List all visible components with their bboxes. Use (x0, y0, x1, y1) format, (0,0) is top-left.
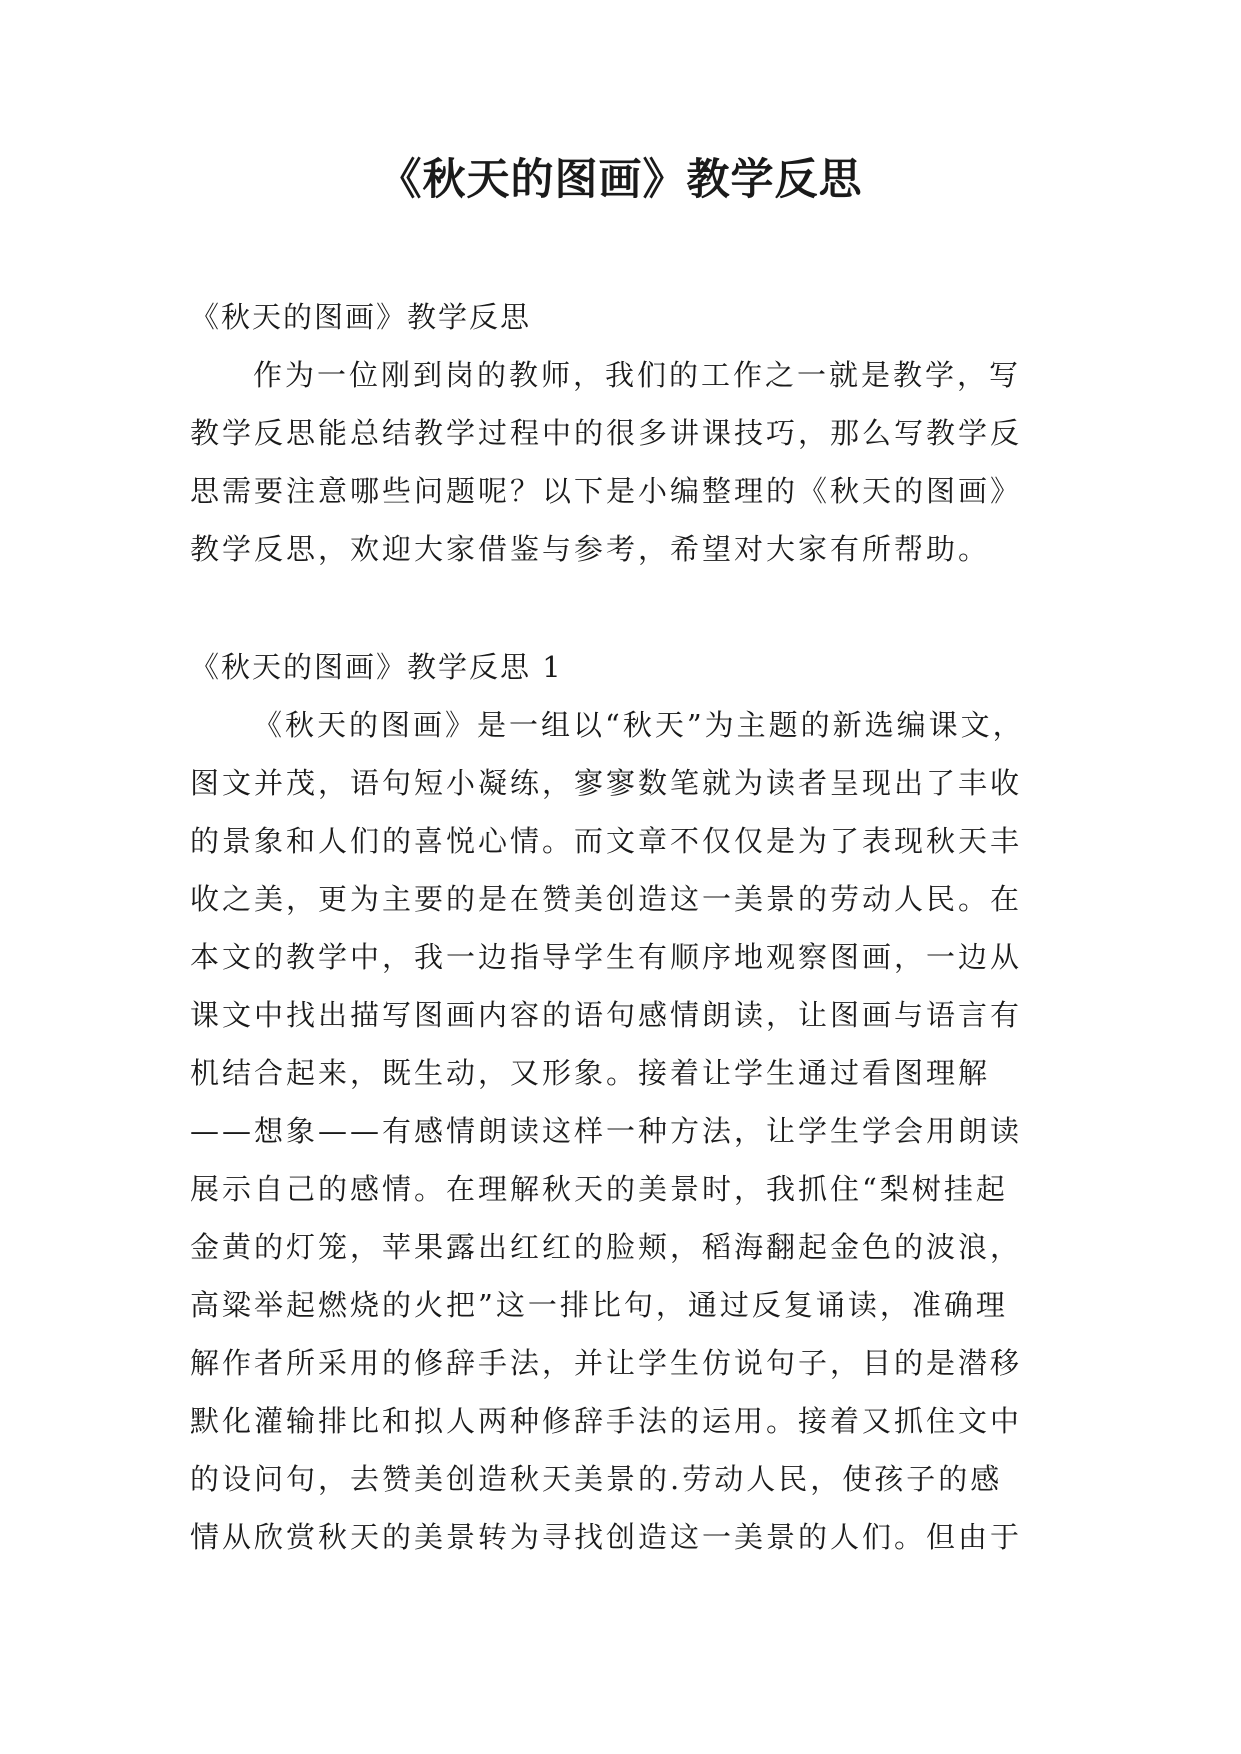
section-1-paragraph-line: 展示自己的感情。在理解秋天的美景时，我抓住“梨树挂起 (190, 1172, 1008, 1206)
section-1-paragraph-line: 的设问句，去赞美创造秋天美景的.劳动人民，使孩子的感 (190, 1462, 1003, 1496)
section-1-paragraph-line: 默化灌输排比和拟人两种修辞手法的运用。接着又抓住文中 (190, 1404, 1023, 1438)
section-1-paragraph-line: 解作者所采用的修辞手法，并让学生仿说句子，目的是潜移 (190, 1346, 1023, 1380)
section-1-heading: 《秋天的图画》教学反思 1 (190, 650, 563, 684)
intro-paragraph-line: 教学反思，欢迎大家借鉴与参考，希望对大家有所帮助。 (190, 532, 991, 566)
intro-paragraph-line: 教学反思能总结教学过程中的很多讲课技巧，那么写教学反 (190, 416, 1023, 450)
section-1-paragraph-line: 的景象和人们的喜悦心情。而文章不仅仅是为了表现秋天丰 (190, 824, 1023, 858)
section-1-paragraph-line: 收之美，更为主要的是在赞美创造这一美景的劳动人民。在 (190, 882, 1023, 916)
section-1-paragraph-line: 图文并茂，语句短小凝练，寥寥数笔就为读者呈现出了丰收 (190, 766, 1023, 800)
intro-paragraph-line: 作为一位刚到岗的教师，我们的工作之一就是教学，写 (253, 358, 1022, 392)
intro-section (190, 288, 1060, 578)
section-1-paragraph-line: 课文中找出描写图画内容的语句感情朗读，让图画与语言有 (190, 998, 1023, 1032)
section-1-paragraph-line: 机结合起来，既生动，又形象。接着让学生通过看图理解 (190, 1056, 991, 1090)
section-1-paragraph-line: 情从欣赏秋天的美景转为寻找创造这一美景的人们。但由于 (190, 1520, 1023, 1554)
section-1 (190, 638, 1060, 1566)
section-1-paragraph-line: ——想象——有感情朗读这样一种方法，让学生学会用朗读 (190, 1114, 1023, 1148)
section-1-paragraph-line: 本文的教学中，我一边指导学生有顺序地观察图画，一边从 (190, 940, 1023, 974)
intro-paragraph-line: 思需要注意哪些问题呢？以下是小编整理的《秋天的图画》 (190, 474, 1023, 508)
section-1-paragraph-line: 金黄的灯笼，苹果露出红红的脸颊，稻海翻起金色的波浪， (190, 1230, 1023, 1264)
section-1-paragraph-line: 高粱举起燃烧的火把”这一排比句，通过反复诵读，准确理 (190, 1288, 1008, 1322)
document-title: 《秋天的图画》教学反思 (378, 155, 863, 205)
section-1-paragraph-line: 《秋天的图画》是一组以“秋天”为主题的新选编课文， (253, 708, 1025, 742)
intro-heading: 《秋天的图画》教学反思 (190, 300, 532, 334)
